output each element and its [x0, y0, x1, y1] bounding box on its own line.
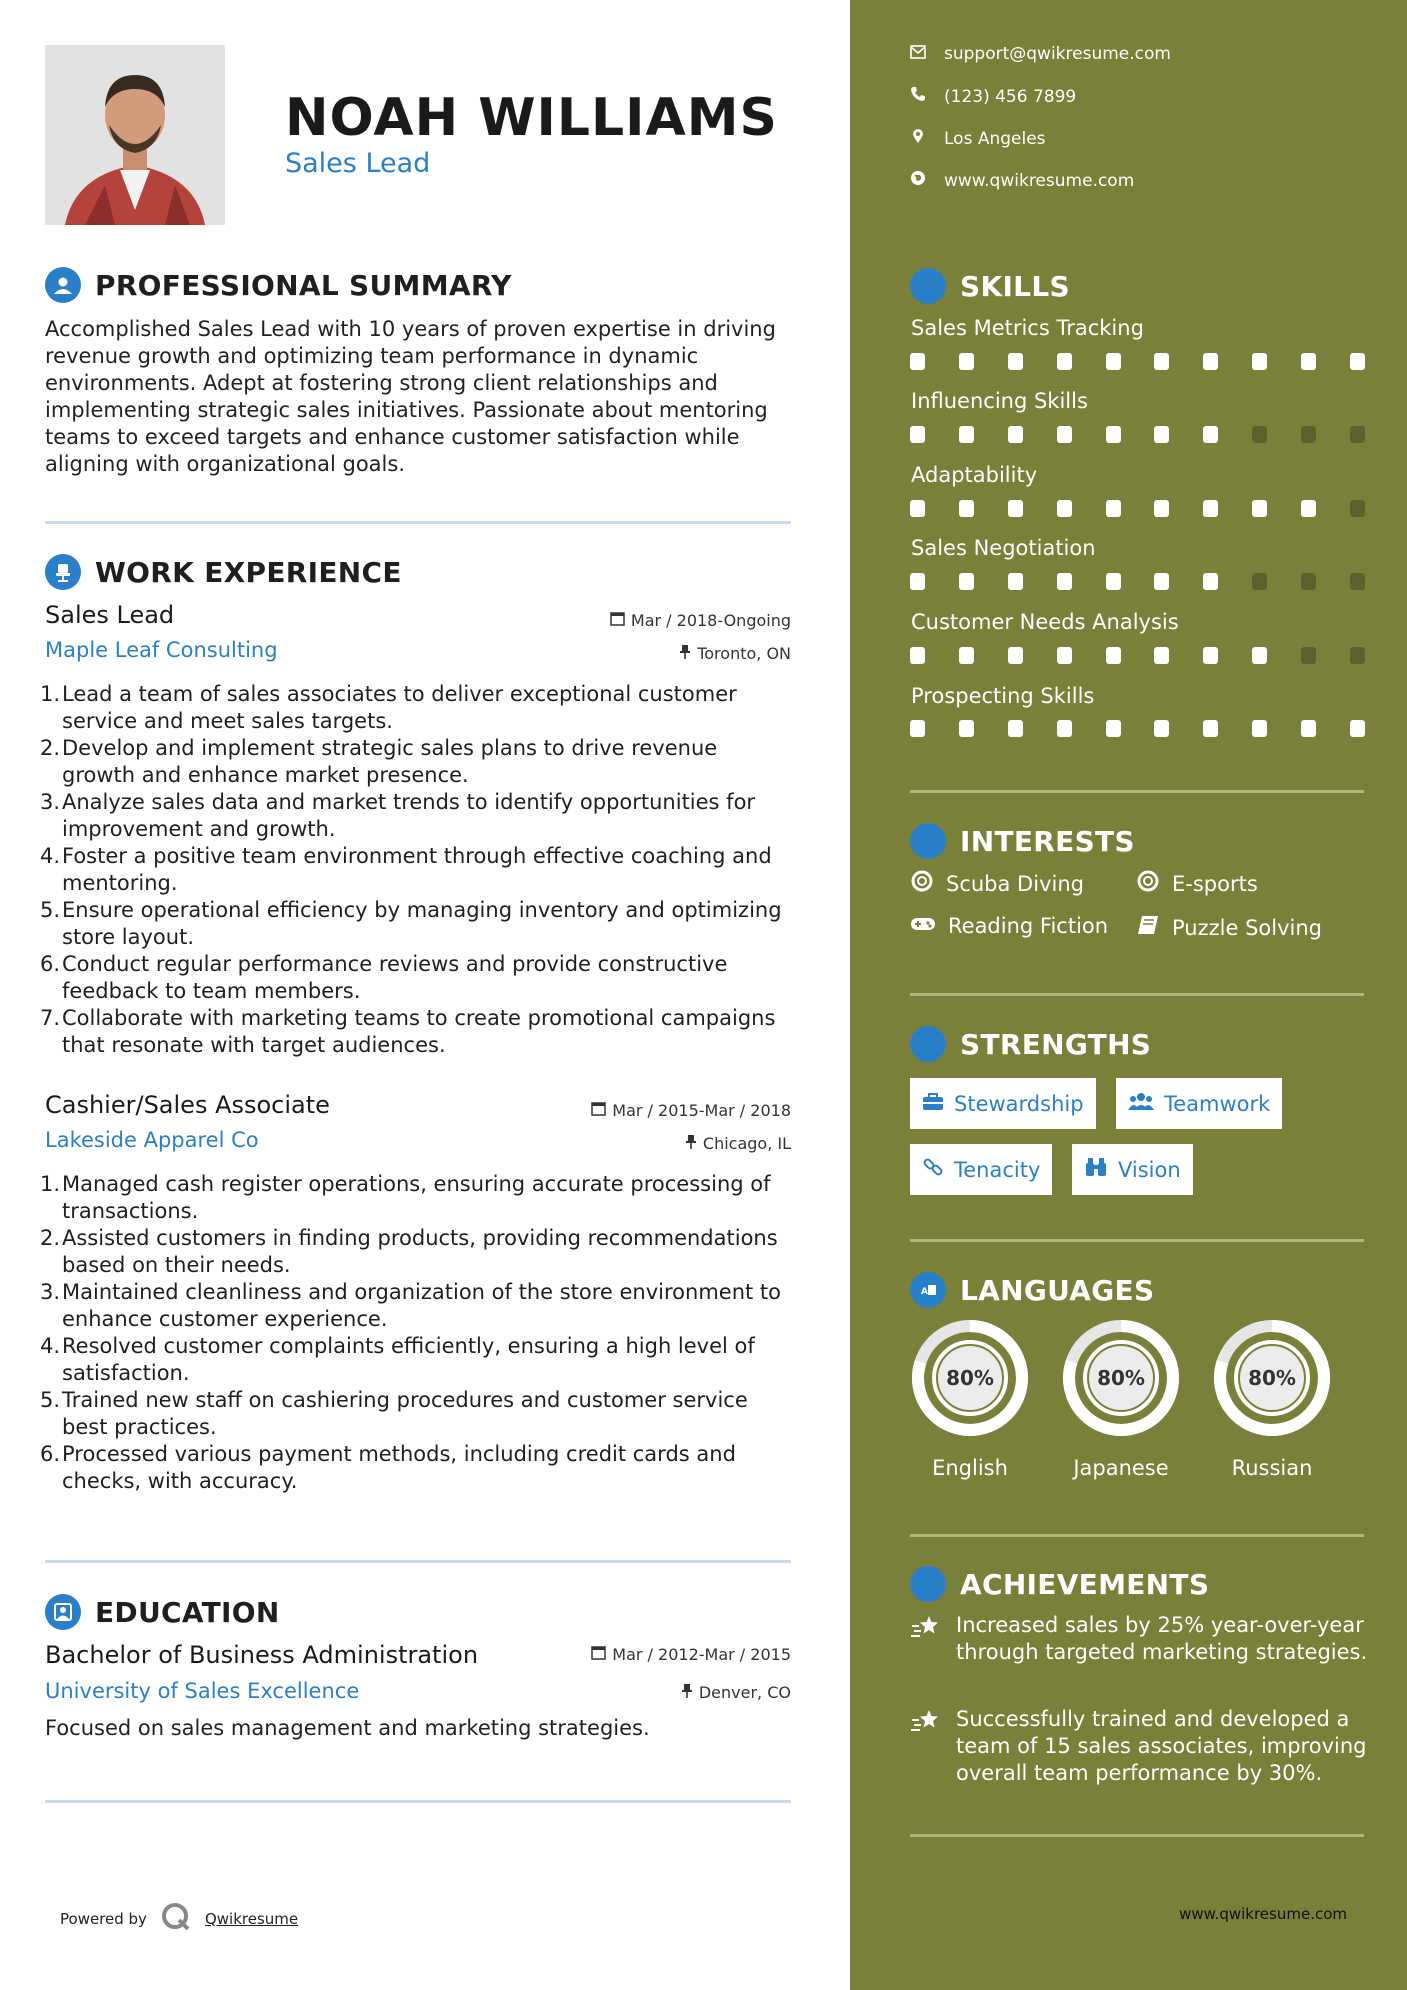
skill-dot-filled [1057, 720, 1072, 737]
job-location-text: Chicago, IL [702, 1134, 791, 1153]
skill-dot-filled [1350, 720, 1365, 737]
section-divider [910, 1239, 1364, 1242]
school-name: University of Sales Excellence [45, 1679, 360, 1703]
section-divider [45, 1560, 791, 1563]
qwikresume-logo-icon [161, 1902, 191, 1936]
strengths-heading-text: STRENGTHS [960, 1027, 1152, 1061]
skill-dot-empty [1301, 647, 1316, 664]
skill-dot-filled [910, 647, 925, 664]
skill-dot-filled [1008, 353, 1023, 370]
contact-email-text: support@qwikresume.com [944, 44, 1171, 64]
skill-dot-filled [959, 426, 974, 443]
candidate-name: NOAH WILLIAMS [285, 88, 778, 148]
skill-name: Prospecting Skills [911, 684, 1095, 708]
skill-dot-empty [1350, 647, 1365, 664]
skill-dot-filled [1106, 500, 1121, 517]
calendar-icon [610, 611, 625, 630]
skill-dot-filled [910, 500, 925, 517]
skill-dot-filled [1106, 426, 1121, 443]
strength-tag [910, 1078, 1096, 1129]
list-item: 2. Assisted customers in finding products, providing recommendations based on their needs. [40, 1226, 778, 1277]
strength-tag [1072, 1144, 1193, 1195]
experience-heading [45, 554, 402, 590]
skill-dot-filled [1057, 647, 1072, 664]
skill-dot-filled [1301, 353, 1316, 370]
skill-dot-filled [1301, 720, 1316, 737]
skill-dot-filled [1203, 426, 1218, 443]
binoculars-icon [1084, 1157, 1108, 1182]
list-item: 2. Develop and implement strategic sales plans to drive revenue growth and enhance market presence. [40, 736, 718, 787]
skill-dot-filled [1154, 647, 1169, 664]
language-name: English [932, 1456, 1008, 1480]
list-item: 6. Processed various payment methods, including credit cards and checks, with accuracy. [40, 1442, 736, 1493]
skill-dot-filled [1057, 500, 1072, 517]
skill-dot-filled [959, 353, 974, 370]
interest-label: Reading Fiction [948, 914, 1109, 938]
languages-heading [910, 1272, 1154, 1308]
strength-tag [1116, 1078, 1282, 1129]
svg-text:A: A [921, 1287, 929, 1297]
skill-dot-filled [1057, 426, 1072, 443]
calendar-icon [591, 1101, 606, 1120]
interest-item [910, 914, 1108, 938]
achievements-heading [910, 1566, 1209, 1602]
skill-dot-empty [1252, 573, 1267, 590]
powered-by [60, 1902, 298, 1936]
skill-dot-filled [1008, 647, 1023, 664]
language-gauge [1212, 1318, 1332, 1438]
link-icon [922, 1156, 944, 1183]
skill-dot-filled [1252, 500, 1267, 517]
candidate-role: Sales Lead [285, 148, 431, 179]
skills-heading [910, 268, 1070, 304]
skill-dot-filled [1057, 353, 1072, 370]
skill-dot-filled [910, 720, 925, 737]
job-bullets [40, 1171, 790, 1495]
interest-label: Scuba Diving [946, 871, 1084, 896]
interests-heading [910, 823, 1135, 859]
graduate-icon [45, 1594, 81, 1630]
calendar-icon [591, 1645, 606, 1664]
gauge-percent: 80% [946, 1366, 994, 1390]
skill-dot-filled [1154, 573, 1169, 590]
skill-dot-filled [1252, 647, 1267, 664]
languages-heading-text: LANGUAGES [960, 1273, 1155, 1307]
skill-dot-empty [1301, 426, 1316, 443]
education-location-text: Denver, CO [698, 1683, 791, 1702]
job-location-text: Toronto, ON [697, 644, 791, 663]
users-icon [1128, 1091, 1154, 1116]
skill-name: Sales Metrics Tracking [911, 316, 1144, 340]
skill-rating [910, 573, 1365, 590]
company-name: Lakeside Apparel Co [45, 1128, 259, 1152]
section-divider [45, 521, 791, 524]
star-badge-icon [910, 1566, 946, 1602]
skill-dot-filled [1203, 353, 1218, 370]
skill-dot-filled [910, 426, 925, 443]
skill-dot-filled [959, 647, 974, 664]
skill-dot-filled [1154, 353, 1169, 370]
skill-dot-filled [959, 500, 974, 517]
envelope-icon [910, 44, 926, 64]
skill-dot-filled [1106, 720, 1121, 737]
company-name: Maple Leaf Consulting [45, 638, 278, 662]
job-dates [591, 1101, 791, 1120]
gauge-percent: 80% [1248, 1366, 1296, 1390]
strength-label: Tenacity [954, 1157, 1041, 1182]
pin-icon [681, 1683, 693, 1702]
strength-label: Vision [1118, 1157, 1181, 1182]
skill-dot-filled [1154, 720, 1169, 737]
section-divider [910, 993, 1364, 996]
education-heading-text: EDUCATION [95, 1595, 280, 1629]
contact-location-text: Los Angeles [944, 128, 1046, 149]
skill-dot-filled [1203, 647, 1218, 664]
contact-website-text: www.qwikresume.com [944, 170, 1135, 191]
phone-icon [910, 86, 926, 107]
skill-name: Influencing Skills [911, 389, 1088, 413]
skill-name: Sales Negotiation [911, 536, 1096, 560]
job-bullets [40, 681, 790, 1059]
skill-dot-filled [1008, 426, 1023, 443]
language-gauge [1061, 1318, 1181, 1438]
qwikresume-link[interactable]: Qwikresume [204, 1910, 299, 1928]
education-dates-text: Mar / 2012-Mar / 2015 [612, 1645, 791, 1664]
skill-name: Adaptability [911, 463, 1038, 487]
contact-email[interactable] [910, 44, 1171, 64]
list-item: 3. Analyze sales data and market trends to identify opportunities for improvement and growth. [40, 790, 756, 841]
education-dates [591, 1645, 791, 1664]
achievement-item [910, 1612, 1370, 1666]
fist-icon [910, 1026, 946, 1062]
achievement-text: Successfully trained and developed a team of 15 sales associates, improving overall team performance by 30%. [956, 1707, 1367, 1785]
skill-dot-filled [910, 353, 925, 370]
map-pin-icon [910, 128, 926, 149]
list-item: 5. Ensure operational efficiency by managing inventory and optimizing store layout. [40, 898, 782, 949]
skill-rating [910, 353, 1365, 370]
language-item [910, 1318, 1030, 1480]
section-divider [910, 1534, 1364, 1537]
education-description: Focused on sales management and marketing strategies. [45, 1716, 650, 1740]
experience-heading-text: WORK EXPERIENCE [95, 555, 402, 589]
skill-dot-filled [1154, 500, 1169, 517]
language-name: Japanese [1073, 1456, 1169, 1480]
skill-dot-filled [1008, 720, 1023, 737]
summary-heading [45, 267, 512, 303]
achievements-heading-text: ACHIEVEMENTS [960, 1567, 1210, 1601]
contact-website[interactable] [910, 170, 1134, 191]
job-dates-text: Mar / 2018-Ongoing [630, 611, 791, 630]
skill-dot-filled [1106, 573, 1121, 590]
strength-tag [910, 1144, 1052, 1195]
skill-dot-filled [1154, 426, 1169, 443]
interest-item [910, 869, 1084, 898]
list-item: 7. Collaborate with marketing teams to create promotional campaigns that resonate with target audiences. [40, 1006, 776, 1057]
interest-item [1136, 914, 1322, 941]
pin-icon [679, 644, 691, 663]
life-ring-icon [910, 869, 934, 898]
list-item: 3. Maintained cleanliness and organization of the store environment to enhance customer experience. [40, 1280, 782, 1331]
interests-heading-text: INTERESTS [960, 824, 1135, 858]
job-dates [610, 611, 791, 630]
job-title: Cashier/Sales Associate [45, 1091, 330, 1119]
skill-dot-empty [1301, 573, 1316, 590]
language-item [1061, 1318, 1181, 1480]
job-location [685, 1134, 791, 1153]
education-location [681, 1683, 791, 1702]
translate-icon [910, 1272, 946, 1308]
skill-dot-empty [1252, 426, 1267, 443]
gauge-percent: 80% [1097, 1366, 1145, 1390]
summary-heading-text: PROFESSIONAL SUMMARY [95, 268, 512, 302]
skill-dot-filled [959, 720, 974, 737]
skill-name: Customer Needs Analysis [911, 610, 1179, 634]
list-item: 5. Trained new staff on cashiering procedures and customer service best practices. [40, 1388, 748, 1439]
skills-heading-text: SKILLS [960, 269, 1070, 303]
achievement-text: Increased sales by 25% year-over-year through targeted marketing strategies. [956, 1613, 1368, 1664]
skill-dot-filled [1106, 353, 1121, 370]
list-item: 1. Managed cash register operations, ensuring accurate processing of transactions. [40, 1172, 771, 1223]
section-divider [910, 790, 1364, 793]
summary-text: Accomplished Sales Lead with 10 years of proven expertise in driving revenue growth and optimizing team performance in dynamic environments. Adept at fostering strong client relationships and implementing strategic sales initiatives. Passionate about mentoring teams to exceed targets and enhance customer satisfaction while aligning with organizational goals. [45, 317, 776, 476]
skill-dot-filled [1252, 353, 1267, 370]
skill-dot-filled [910, 573, 925, 590]
skill-dot-empty [1350, 573, 1365, 590]
skill-dot-empty [1350, 426, 1365, 443]
shooting-star-icon [910, 1708, 942, 1787]
user-circle-icon [45, 267, 81, 303]
skill-dot-empty [1350, 500, 1365, 517]
footer-website[interactable]: www.qwikresume.com [1179, 1905, 1347, 1923]
list-item: 1. Lead a team of sales associates to deliver exceptional customer service and meet sales targets. [40, 682, 737, 733]
list-item: 6. Conduct regular performance reviews and provide constructive feedback to team members. [40, 952, 728, 1003]
contact-phone[interactable] [910, 86, 1076, 107]
skill-dot-filled [1057, 573, 1072, 590]
lightbulb-icon [910, 268, 946, 304]
chair-icon [45, 554, 81, 590]
skill-rating [910, 647, 1365, 664]
skill-dot-filled [1252, 720, 1267, 737]
section-divider [45, 1800, 791, 1803]
job-dates-text: Mar / 2015-Mar / 2018 [612, 1101, 791, 1120]
language-item [1212, 1318, 1332, 1480]
skill-rating [910, 426, 1365, 443]
briefcase-icon [922, 1092, 944, 1116]
degree-title: Bachelor of Business Administration [45, 1641, 479, 1669]
skill-dot-filled [1203, 573, 1218, 590]
job-title: Sales Lead [45, 601, 175, 629]
strength-label: Stewardship [954, 1091, 1084, 1116]
list-item: 4. Foster a positive team environment through effective coaching and mentoring. [40, 844, 772, 895]
job-location [679, 644, 791, 663]
skill-dot-filled [1350, 353, 1365, 370]
skill-dot-filled [1008, 573, 1023, 590]
paper-plane-icon [910, 823, 946, 859]
skill-rating [910, 500, 1365, 517]
shooting-star-icon [910, 1614, 942, 1666]
language-name: Russian [1231, 1456, 1313, 1480]
contact-phone-text: (123) 456 7899 [944, 86, 1077, 107]
skill-dot-filled [1203, 720, 1218, 737]
achievement-item [910, 1706, 1370, 1787]
life-ring-icon [1136, 869, 1160, 898]
pin-icon [685, 1134, 697, 1153]
interest-label: E-sports [1172, 871, 1258, 896]
strengths-heading [910, 1026, 1151, 1062]
profile-photo [45, 45, 225, 225]
skill-dot-filled [1106, 647, 1121, 664]
strength-label: Teamwork [1164, 1091, 1271, 1116]
list-item: 4. Resolved customer complaints efficiently, ensuring a high level of satisfaction. [40, 1334, 755, 1385]
powered-by-text: Powered by [60, 1910, 147, 1928]
skill-dot-filled [1301, 500, 1316, 517]
interest-item [1136, 869, 1258, 898]
skill-dot-filled [1008, 500, 1023, 517]
language-gauge [910, 1318, 1030, 1438]
book-icon [1136, 914, 1160, 941]
contact-location [910, 128, 1046, 149]
skill-dot-filled [959, 573, 974, 590]
interest-label: Puzzle Solving [1172, 915, 1322, 940]
globe-icon [910, 170, 926, 191]
section-divider [910, 1834, 1364, 1837]
gamepad-icon [910, 914, 936, 938]
skill-rating [910, 720, 1365, 737]
skill-dot-filled [1203, 500, 1218, 517]
education-heading [45, 1594, 280, 1630]
